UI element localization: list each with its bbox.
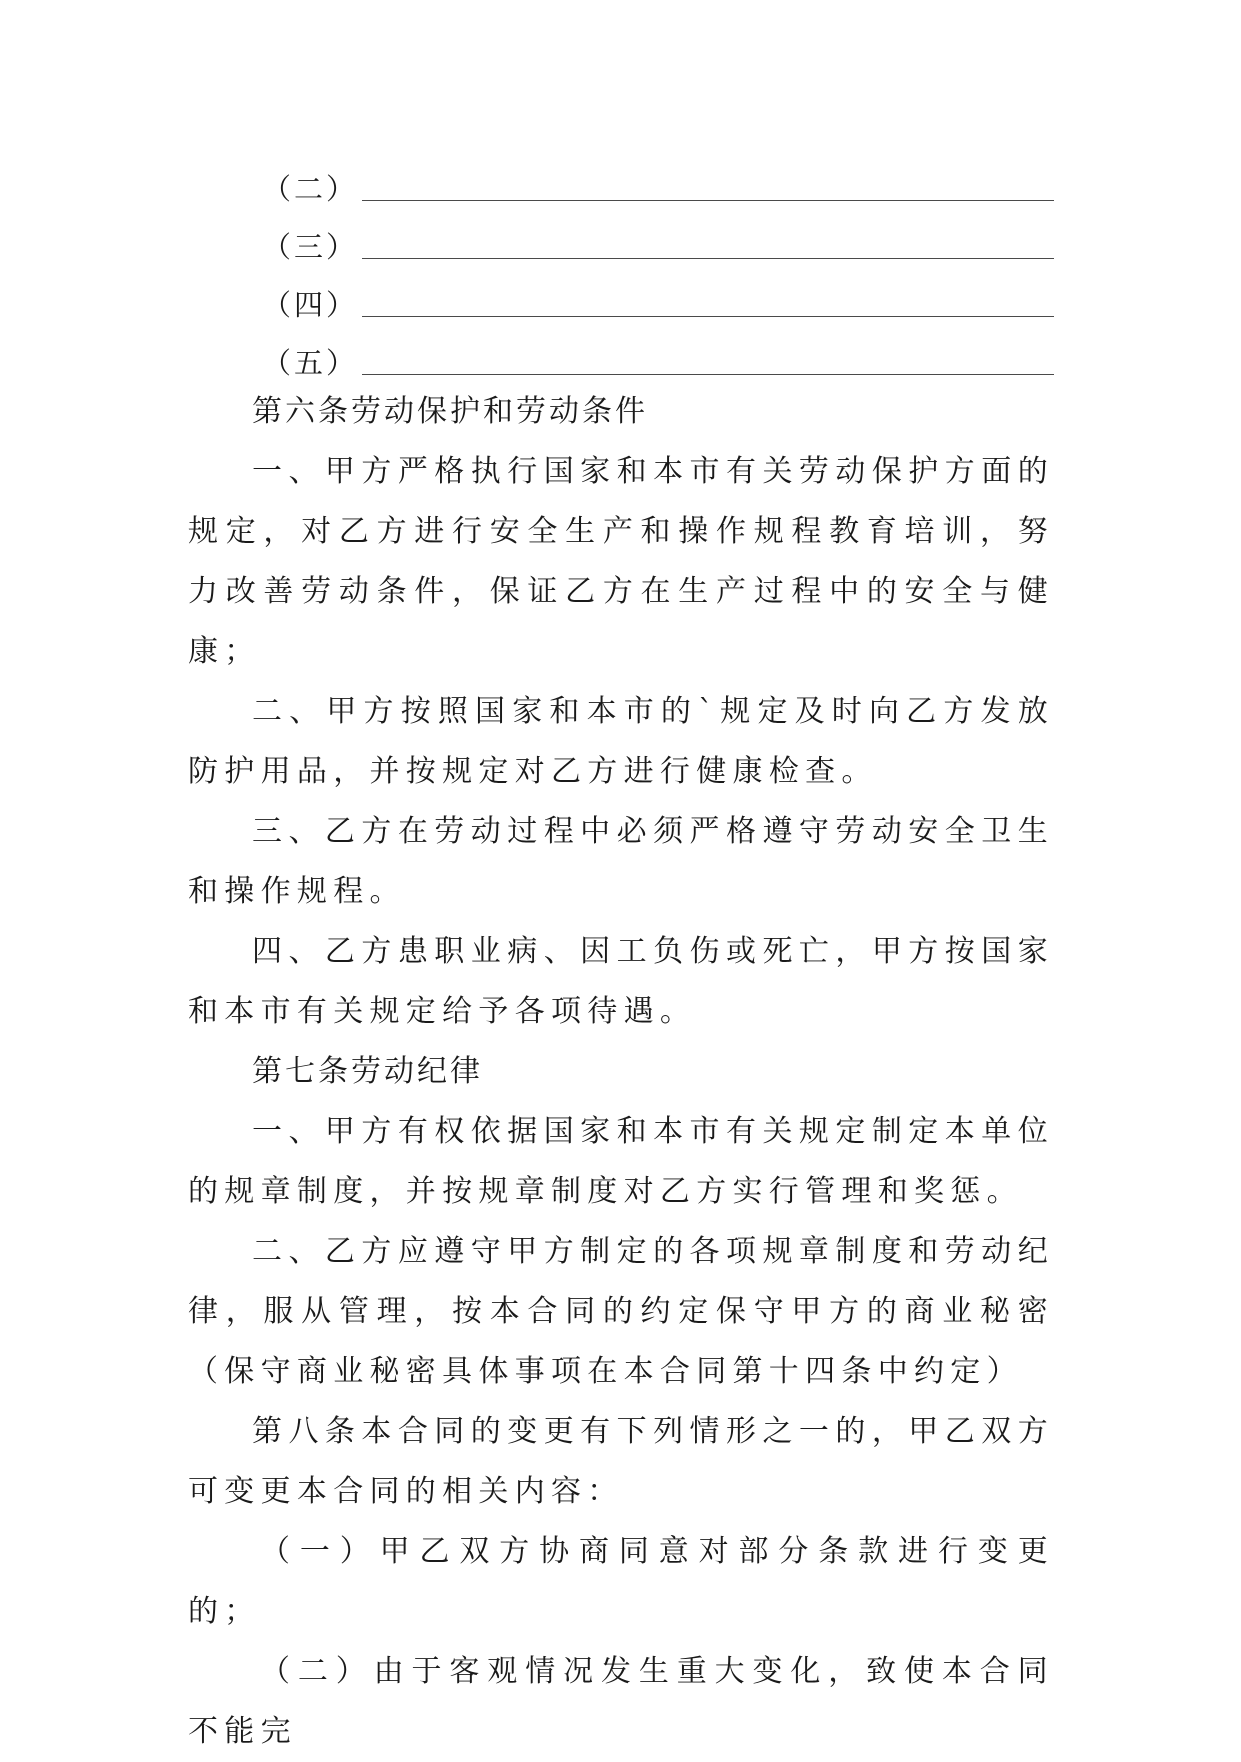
- article-7-clause-1: 一、甲方有权依据国家和本市有关规定制定本单位的规章制度，并按规章制度对乙方实行管理和奖惩。: [188, 1114, 1054, 1209]
- blank-item: [188, 150, 1054, 208]
- blank-item: [188, 324, 1054, 382]
- document-body: [188, 150, 1054, 1762]
- article-8-heading: 第八条本合同的变更有下列情形之一的，甲乙双方可变更本合同的相关内容：: [188, 1414, 1054, 1509]
- article-6-clause-2: 二、甲方按照国家和本市的`规定及时向乙方发放防护用品，并按规定对乙方进行健康检查。: [188, 694, 1054, 789]
- article-6-clause-3: 三、乙方在劳动过程中必须严格遵守劳动安全卫生和操作规程。: [188, 814, 1054, 909]
- article-6-clause-1: 一、甲方严格执行国家和本市有关劳动保护方面的规定，对乙方进行安全生产和操作规程教育培训，努力改善劳动条件，保证乙方在生产过程中的安全与健康；: [188, 454, 1054, 669]
- article-6-clause-4: 四、乙方患职业病、因工负伤或死亡，甲方按国家和本市有关规定给予各项待遇。: [188, 934, 1054, 1029]
- blank-item: [188, 208, 1054, 266]
- blank-item-label: （五）: [262, 346, 359, 380]
- article-6-heading: 第六条劳动保护和劳动条件: [252, 394, 648, 429]
- blank-fill-line: [362, 257, 1054, 259]
- blank-item-label: （四）: [262, 288, 359, 322]
- blank-fill-line: [362, 315, 1054, 317]
- article-8-item-1: （一）甲乙双方协商同意对部分条款进行变更的；: [188, 1534, 1054, 1629]
- article-7-heading: 第七条劳动纪律: [252, 1054, 483, 1089]
- blank-item-label: （三）: [262, 230, 359, 264]
- blank-item: [188, 266, 1054, 324]
- article-7-clause-2: 二、乙方应遵守甲方制定的各项规章制度和劳动纪律，服从管理，按本合同的约定保守甲方的商业秘密（保守商业秘密具体事项在本合同第十四条中约定）: [188, 1234, 1054, 1389]
- blank-item-label: （二）: [262, 172, 359, 206]
- blank-fill-line: [362, 373, 1054, 375]
- blank-fill-line: [362, 199, 1054, 201]
- article-8-item-2: （二）由于客观情况发生重大变化，致使本合同不能完: [188, 1654, 1054, 1749]
